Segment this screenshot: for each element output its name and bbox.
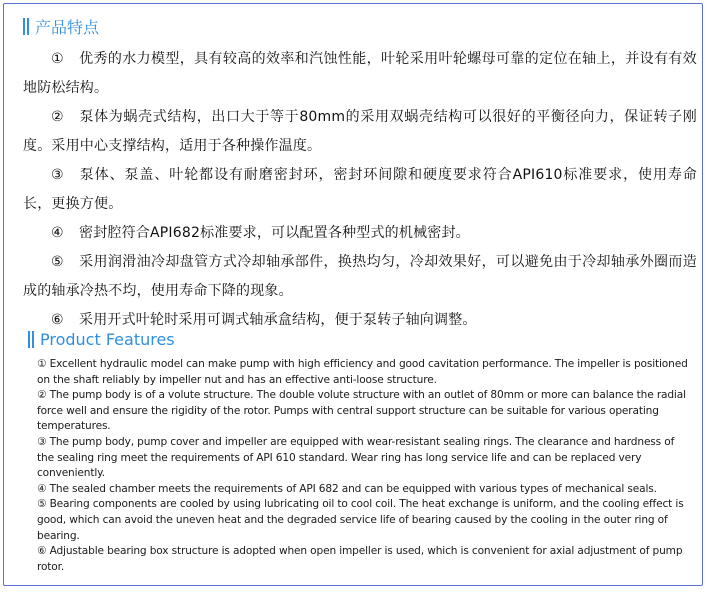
- en-feature-item: ④ The sealed chamber meets the requirements of API 682 and can be equipped with various types of mechanical seals.: [37, 482, 657, 495]
- en-feature-item: ① Excellent hydraulic model can make pump with high efficiency and good cavitation performance. The impeller is positioned on the shaft reliably by impeller nut and has an effective anti-loose structure.: [37, 358, 688, 386]
- en-feature-list: [37, 357, 693, 575]
- cn-feature-text: 泵体为蜗壳式结构，出口大于等于80mm的采用双蜗壳结构可以很好的平衡径向力，保证转子刚度。采用中心支撑结构，适用于各种操作温度。: [23, 109, 697, 154]
- heading-bar-icon: [23, 18, 31, 35]
- en-feature-item: ③ The pump body, pump cover and impeller are equipped with wear-resistant sealing rings. The clearance and hardness of the sealing ring meet the requirements of API 610 standard. Wear ring has long service life and can be replaced very conveniently.: [37, 435, 675, 480]
- cn-feature-item: [23, 45, 697, 103]
- en-feature-item: ⑤ Bearing components are cooled by using lubricating oil to cool coil. The heat exchange is uniform, and the cooling effect is good, which can avoid the uneven heat and the degraded service life of bearing caused by the cooling in the outer ring of bearing.: [37, 498, 684, 542]
- en-feature-item: ② The pump body is of a volute structure. The double volute structure with an outlet of 80mm or more can balance the radial force well and ensure the rigidity of the rotor. Pumps with central support structure can be suitable for various operating temperatures.: [37, 389, 686, 433]
- cn-feature-number: ⑤: [51, 254, 64, 270]
- cn-section-title: 产品特点: [35, 18, 100, 37]
- cn-feature-number: ③: [51, 167, 64, 183]
- cn-feature-item: [23, 161, 697, 219]
- cn-feature-number: ②: [51, 109, 64, 125]
- cn-feature-text: 采用开式叶轮时采用可调式轴承盒结构，便于泵转子轴向调整。: [79, 312, 477, 328]
- cn-feature-item: [23, 219, 697, 248]
- cn-feature-text: 优秀的水力模型，具有较高的效率和汽蚀性能，叶轮采用叶轮螺母可靠的定位在轴上，并设有有效地防松结构。: [23, 51, 697, 96]
- cn-feature-text: 密封腔符合API682标准要求，可以配置各种型式的机械密封。: [79, 225, 470, 241]
- cn-feature-list: [23, 45, 697, 335]
- cn-feature-item: [23, 248, 697, 306]
- en-feature-item: ⑥ Adjustable bearing box structure is adopted when open impeller is used, which is convenient for axial adjustment of pump rotor.: [37, 545, 683, 573]
- heading-bar-icon: [28, 331, 36, 348]
- cn-feature-number: ①: [51, 51, 64, 67]
- en-section-heading: [28, 330, 175, 349]
- cn-feature-item: [23, 103, 697, 161]
- cn-feature-number: ⑥: [51, 312, 64, 328]
- cn-feature-text: 采用润滑油冷却盘管方式冷却轴承部件，换热均匀，冷却效果好，可以避免由于冷却轴承外圈而造成的轴承冷热不均，使用寿命下降的现象。: [23, 254, 697, 299]
- en-section-title: Product Features: [40, 330, 175, 349]
- cn-feature-text: 泵体、泵盖、叶轮都设有耐磨密封环，密封环间隙和硬度要求符合API610标准要求，使用寿命长，更换方便。: [23, 167, 697, 212]
- cn-feature-number: ④: [51, 225, 64, 241]
- cn-section-heading: [23, 15, 99, 38]
